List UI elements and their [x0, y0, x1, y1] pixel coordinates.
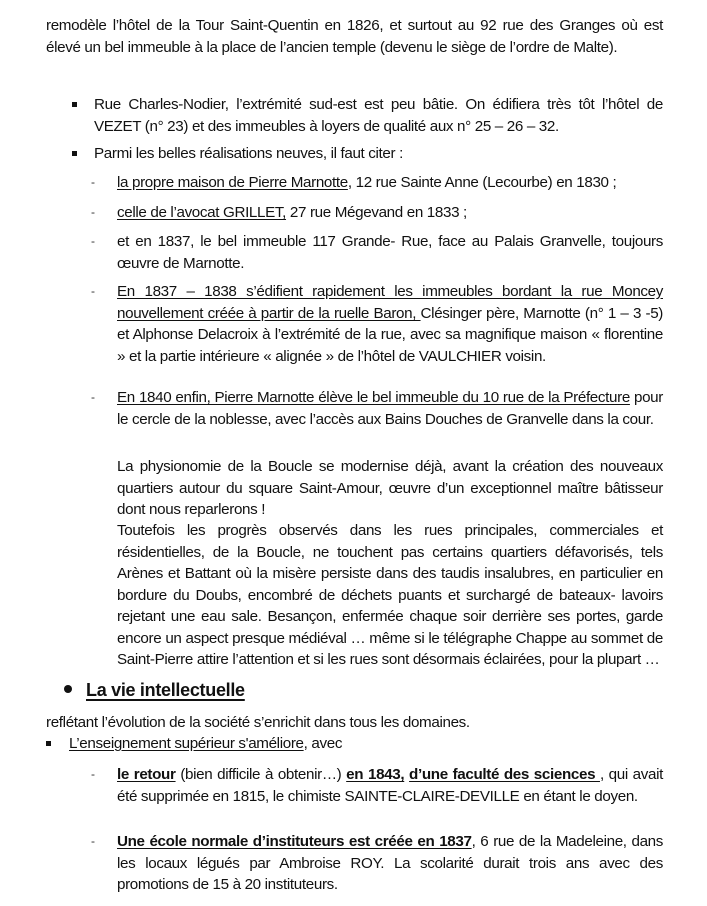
item-text: , 6 rue de la Madeleine, dans les locaux légués par Ambroise ROY. La scolarité durait trois ans avec des promotions de 15 à 20 instituteurs.	[117, 833, 664, 893]
bullet-text: Parmi les belles réalisations neuves, il faut citer :	[94, 145, 403, 162]
item-text: Clésinger père, Marnotte (n° 1 – 3 -5) et Alphonse Delacroix à l’extrémité de la rue, avec sa magnifique maison « florentine » et la partie intérieure « alignée » de l’hôtel de VAULCHIER voisin.	[117, 304, 663, 365]
item-text: pour le cercle de la noblesse, avec l’accès aux Bains Douches de Granvelle dans la cour.	[117, 389, 663, 428]
indented-paragraph: La physionomie de la Boucle se modernise déjà, avant la création des nouveaux quartiers autour du square Saint-Amour, œuvre d’un exceptionnel maître bâtisseur dont nous reparlerons !	[117, 458, 663, 518]
section-intro: reflétant l’évolution de la société s’enrichit dans tous les domaines.	[46, 714, 470, 731]
underlined-phrase: la propre maison de Pierre Marnotte	[117, 174, 348, 191]
section-heading-text: La vie intellectuelle	[86, 680, 245, 700]
square-bullet-icon	[72, 151, 77, 156]
indented-paragraph: Toutefois les progrès observés dans les rues principales, commerciales et résidentielles, de la Boucle, ne touchent pas certains quartiers défavorisés, tels Arènes et Battant où la misère persiste dans des taudis insalubres, en particulier en bordure du Doubs, encombré de déchets puants et surchargé de bateaux- lavoirs rejetant une eau sale. Besançon, enfermée chaque soir derrière ses portes, garde encore un aspect presque médiéval … même si le télégraphe Chappe au sommet de Saint-Pierre attire l’attention et si les rues sont désormais éclairées, pour la plupart …	[117, 522, 663, 668]
dash-bullet-icon: -	[91, 834, 95, 848]
item-text: et en 1837, le bel immeuble 117 Grande- Rue, face au Palais Granvelle, toujours œuvre de Marnotte.	[117, 233, 663, 272]
intro-paragraph: remodèle l’hôtel de la Tour Saint-Quentin en 1826, et surtout au 92 rue des Granges où est élevé un bel immeuble à la place de l’ancien temple (devenu le siège de l’ordre de Malte).	[46, 17, 663, 56]
underlined-phrase: En 1840 enfin, Pierre Marnotte élève le bel immeuble du 10 rue de la Préfecture	[117, 389, 630, 406]
underlined-phrase: En 1837 – 1838 s’édifient rapidement les immeubles bordant la rue Moncey nouvellement créée à partir de la ruelle Baron,	[117, 283, 663, 322]
bold-underlined-phrase: Une école normale d’instituteurs est créée en 1837	[117, 833, 472, 850]
underlined-phrase: celle de l’avocat GRILLET,	[117, 204, 287, 221]
bold-underlined-phrase: d’une faculté des sciences	[409, 766, 600, 783]
square-bullet-icon	[46, 741, 51, 746]
round-bullet-icon	[64, 685, 72, 693]
dash-bullet-icon: -	[91, 175, 95, 189]
item-text: , avec	[303, 735, 343, 752]
dash-bullet-icon: -	[91, 205, 95, 219]
bold-underlined-phrase: en 1843,	[346, 766, 405, 783]
item-text: , qui avait été supprimée en 1815, le chimiste SAINTE-CLAIRE-DEVILLE en étant le doyen.	[117, 766, 663, 805]
bold-underlined-phrase: le retour	[117, 766, 176, 783]
item-text: 27 rue Mégevand en 1833 ;	[286, 204, 467, 221]
square-bullet-icon	[72, 102, 77, 107]
section-heading	[64, 680, 245, 701]
bullet-text: Rue Charles-Nodier, l’extrémité sud-est est peu bâtie. On édifiera très tôt l’hôtel de VEZET (n° 23) et des immeubles à loyers de qualité aux n° 25 – 26 – 32.	[94, 96, 663, 135]
item-text: , 12 rue Sainte Anne (Lecourbe) en 1830 ;	[347, 174, 617, 191]
dash-bullet-icon: -	[91, 767, 95, 781]
item-text: (bien difficile à obtenir…)	[175, 766, 347, 783]
dash-bullet-icon: -	[91, 234, 95, 248]
dash-bullet-icon: -	[91, 390, 95, 404]
underlined-phrase: L’enseignement supérieur s'améliore	[69, 735, 304, 752]
dash-bullet-icon: -	[91, 284, 95, 298]
